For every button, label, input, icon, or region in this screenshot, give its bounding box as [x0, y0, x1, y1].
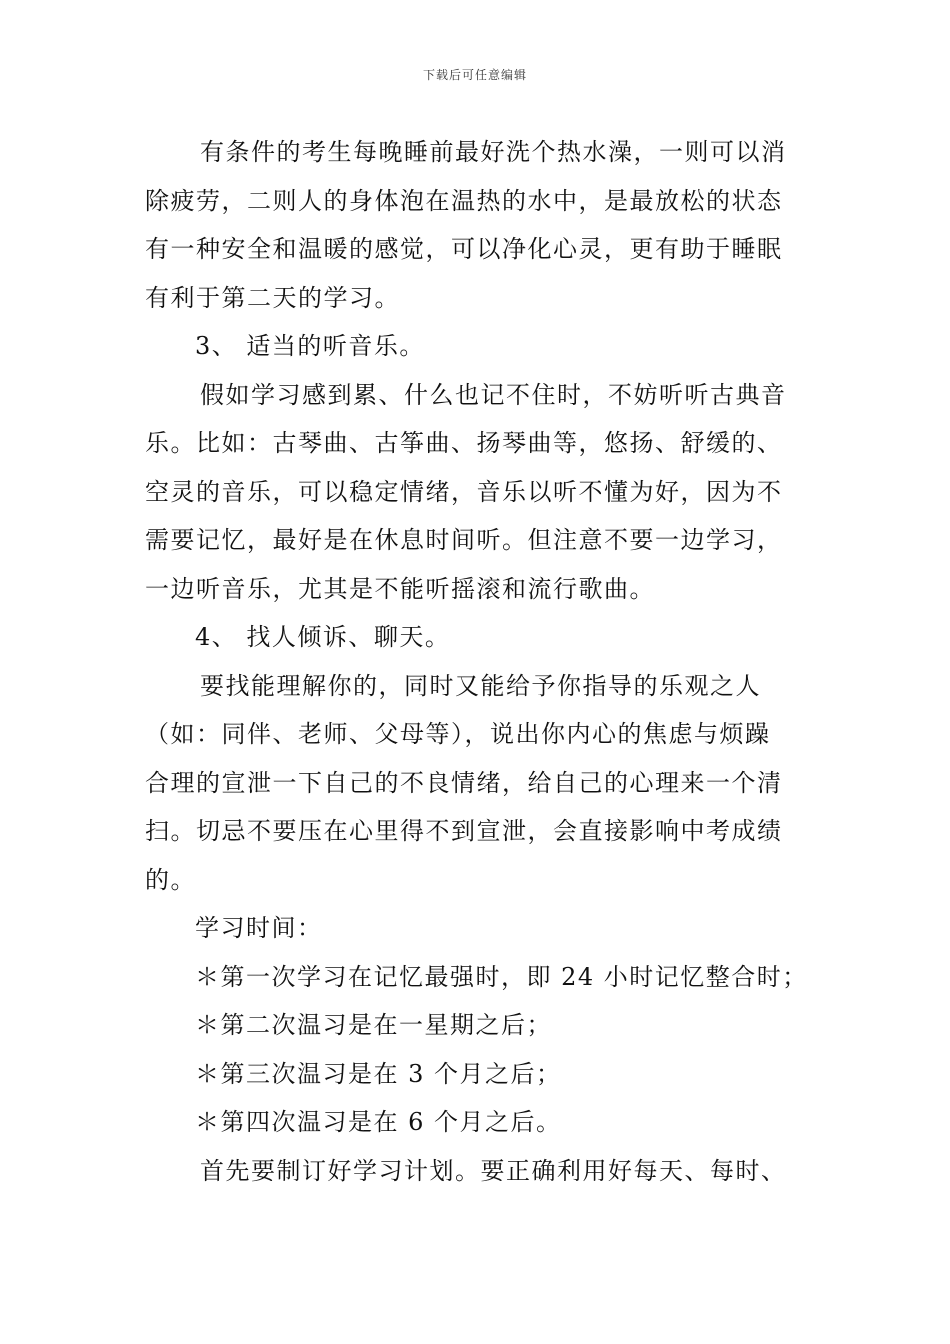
paragraph-line: 有条件的考生每晚睡前最好洗个热水澡，一则可以消	[200, 138, 787, 166]
paragraph-line: 乐。比如：古琴曲、古筝曲、扬琴曲等，悠扬、舒缓的、	[145, 429, 783, 457]
list-item: ＊第一次学习在记忆最强时，即 24 小时记忆整合时；	[195, 962, 808, 991]
paragraph-line: 有利于第二天的学习。	[145, 283, 400, 312]
paragraph-line: 首先要制订好学习计划。要正确利用好每天、每时、	[200, 1156, 787, 1185]
paragraph-line: 有一种安全和温暖的感觉，可以净化心灵，更有助于睡眠	[145, 235, 783, 263]
paragraph-line: 扫。切忌不要压在心里得不到宣泄，会直接影响中考成绩	[145, 817, 783, 845]
paragraph-line: 合理的宣泄一下自己的不良情绪，给自己的心理来一个清	[145, 768, 783, 797]
paragraph-line: 假如学习感到累、什么也记不住时，不妨听听古典音	[200, 380, 787, 409]
paragraph-line: 的。	[145, 865, 196, 894]
list-item: ＊第二次温习是在一星期之后；	[195, 1011, 552, 1039]
list-item: ＊第三次温习是在 3 个月之后；	[195, 1059, 562, 1088]
section-heading: 3、 适当的听音乐。	[195, 332, 425, 360]
subheading: 学习时间：	[195, 914, 323, 942]
section-heading: 4、 找人倾诉、聊天。	[195, 623, 451, 651]
page-header: 下载后可任意编辑	[422, 68, 527, 82]
list-item: ＊第四次温习是在 6 个月之后。	[195, 1108, 562, 1136]
paragraph-line: 需要记忆，最好是在休息时间听。但注意不要一边学习，	[145, 526, 783, 554]
paragraph-line: 空灵的音乐，可以稳定情绪，音乐以听不懂为好，因为不	[145, 477, 783, 506]
paragraph-line: 要找能理解你的，同时又能给予你指导的乐观之人	[200, 671, 761, 700]
document-body	[145, 128, 810, 1195]
paragraph-line: 除疲劳，二则人的身体泡在温热的水中，是最放松的状态	[145, 186, 783, 215]
paragraph-line: （如：同伴、老师、父母等），说出你内心的焦虑与烦躁	[145, 720, 771, 748]
paragraph-line: 一边听音乐，尤其是不能听摇滚和流行歌曲。	[145, 574, 655, 603]
